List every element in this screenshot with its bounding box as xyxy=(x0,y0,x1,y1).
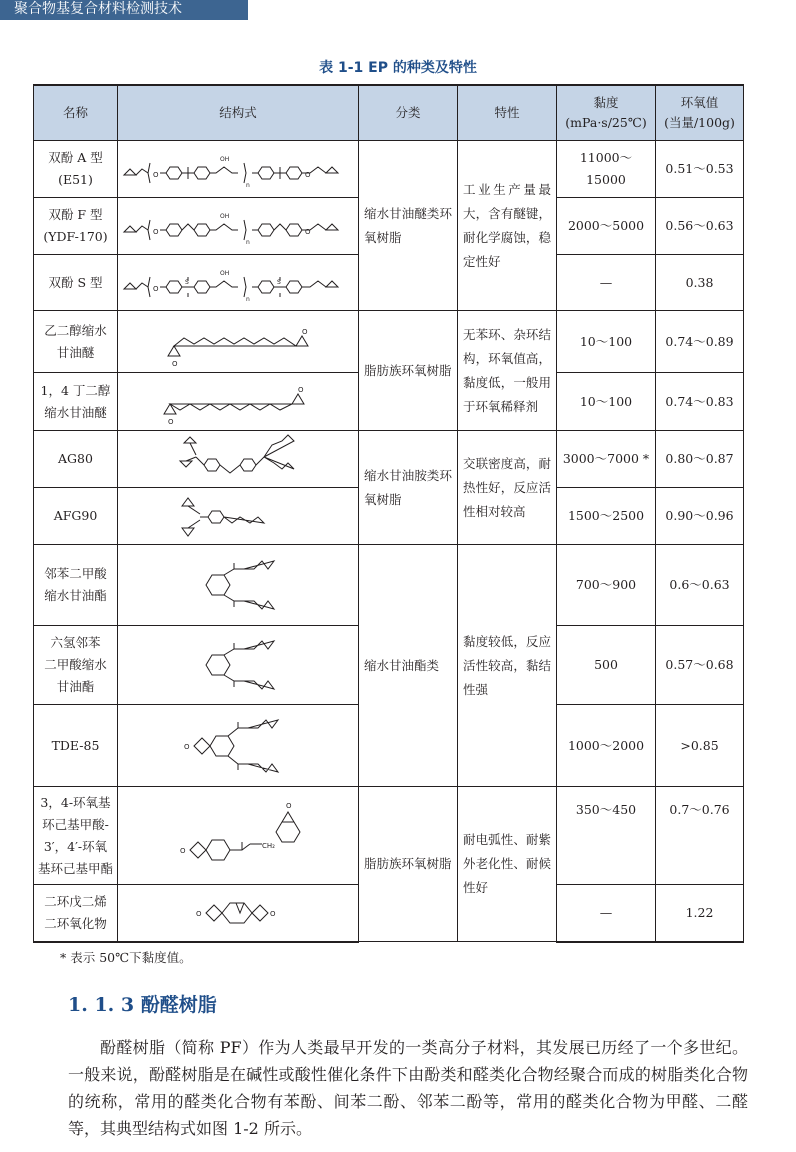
viscosity-value: 10～100 xyxy=(557,311,656,373)
property-cell: 工业生产量最大，含有醚键，耐化学腐蚀，稳定性好 xyxy=(458,141,557,311)
svg-text:OH: OH xyxy=(220,213,230,220)
svg-text:OH: OH xyxy=(220,156,230,163)
structure-formula xyxy=(118,885,359,942)
header-epoxy-value xyxy=(656,85,744,141)
resin-name: 双酚 S 型 xyxy=(34,255,118,311)
resin-name: 六氢邻苯 二甲酸缩水 甘油酯 xyxy=(34,626,118,705)
resin-name: AFG90 xyxy=(34,488,118,545)
svg-text:O: O xyxy=(153,228,159,236)
table-row xyxy=(34,545,744,626)
property-cell: 耐电弧性、耐紫外老化性、耐候性好 xyxy=(458,787,557,942)
svg-text:O: O xyxy=(302,327,308,336)
afg90-structure xyxy=(120,490,356,542)
bisphenol-f-structure xyxy=(120,206,356,246)
resin-name: AG80 xyxy=(34,431,118,488)
svg-text:OH: OH xyxy=(220,269,230,277)
svg-text:O: O xyxy=(180,846,186,855)
table-row xyxy=(34,311,744,373)
header-viscosity-title: 黏度 xyxy=(593,95,619,110)
svg-text:O: O xyxy=(305,171,311,179)
viscosity-value: 10～100 xyxy=(557,373,656,431)
resin-name: 双酚 F 型 (YDF-170) xyxy=(34,198,118,255)
epoxy-value: 0.6～0.63 xyxy=(656,545,744,626)
property-cell: 无苯环、杂环结构，环氧值高，黏度低，一般用于环氧稀释剂 xyxy=(458,311,557,431)
structure-formula xyxy=(118,255,359,311)
svg-text:n: n xyxy=(246,295,250,303)
viscosity-value: 350～450 xyxy=(557,787,656,885)
header-epoxy-title: 环氧值 xyxy=(680,95,719,110)
viscosity-value: 2000～5000 xyxy=(557,198,656,255)
section-heading: 1. 1. 3 酚醛树脂 xyxy=(68,994,217,1016)
category-cell: 脂肪族环氧树脂 xyxy=(359,787,458,942)
bisphenol-s-structure xyxy=(120,263,356,303)
category-cell: 缩水甘油醚类环氧树脂 xyxy=(359,141,458,311)
svg-text:O: O xyxy=(196,909,202,918)
page-header: 聚合物基复合材料检测技术 xyxy=(0,0,248,20)
epoxy-value: 0.51～0.53 xyxy=(656,141,744,198)
structure-formula xyxy=(118,626,359,705)
svg-text:S: S xyxy=(185,278,189,286)
svg-text:O: O xyxy=(305,228,311,236)
header-structure: 结构式 xyxy=(118,85,359,141)
header-category: 分类 xyxy=(359,85,458,141)
svg-text:O: O xyxy=(286,801,292,810)
structure-formula xyxy=(118,198,359,255)
table-footnote: * 表示 50℃下黏度值。 xyxy=(60,950,192,965)
resin-name: 双酚 A 型 (E51) xyxy=(34,141,118,198)
table-caption: 表 1-1 EP 的种类及特性 xyxy=(319,60,477,76)
property-cell: 交联密度高，耐热性好，反应活性相对较高 xyxy=(458,431,557,545)
viscosity-value: 11000～15000 xyxy=(557,141,656,198)
epoxy-value: 0.74～0.83 xyxy=(656,373,744,431)
table-row xyxy=(34,431,744,488)
header-name: 名称 xyxy=(34,85,118,141)
header-viscosity xyxy=(557,85,656,141)
structure-formula xyxy=(118,787,359,885)
category-cell: 缩水甘油酯类 xyxy=(359,545,458,787)
header-property: 特性 xyxy=(458,85,557,141)
viscosity-value: 1000～2000 xyxy=(557,705,656,787)
svg-text:S: S xyxy=(277,278,281,286)
structure-formula xyxy=(118,431,359,488)
structure-formula xyxy=(118,545,359,626)
butanediol-diglycidyl-ether-structure xyxy=(120,378,356,426)
svg-text:O: O xyxy=(153,171,159,179)
svg-text:O: O xyxy=(270,909,276,918)
ag80-structure xyxy=(120,433,356,485)
bisphenol-a-structure xyxy=(120,149,356,189)
structure-formula xyxy=(118,311,359,373)
property-cell: 黏度较低，反应活性较高，黏结性强 xyxy=(458,545,557,787)
structure-formula xyxy=(118,373,359,431)
cycloaliphatic-epoxy-structure xyxy=(120,792,356,880)
svg-text:O: O xyxy=(172,359,178,368)
epoxy-value: 0.7～0.76 xyxy=(656,787,744,885)
viscosity-value: 700～900 xyxy=(557,545,656,626)
viscosity-value: — xyxy=(557,255,656,311)
resin-name: 3，4-环氧基 环己基甲酸- 3′，4′-环氧 基环己基甲酯 xyxy=(34,787,118,885)
dicyclopentadiene-dioxide-structure xyxy=(120,889,356,937)
svg-text:O: O xyxy=(168,417,174,426)
viscosity-value: — xyxy=(557,885,656,942)
epoxy-value: 0.57～0.68 xyxy=(656,626,744,705)
svg-text:O: O xyxy=(298,385,304,394)
table-row xyxy=(34,787,744,885)
svg-text:n: n xyxy=(246,239,250,246)
epoxy-value: 0.38 xyxy=(656,255,744,311)
resin-name: 邻苯二甲酸 缩水甘油酯 xyxy=(34,545,118,626)
resin-name: 二环戊二烯 二环氧化物 xyxy=(34,885,118,942)
table-row xyxy=(34,141,744,198)
svg-text:O: O xyxy=(153,284,159,293)
viscosity-value: 1500～2500 xyxy=(557,488,656,545)
structure-formula xyxy=(118,705,359,787)
tde85-structure xyxy=(120,709,356,783)
body-paragraph: 酚醛树脂（简称 PF）作为人类最早开发的一类高分子材料，其发展已历经了一个多世纪。一般来说，酚醛树脂是在碱性或酸性催化条件下由酚类和醛类化合物经聚合而成的树脂类化合物的统称，常用的醛类化合物有苯酚、间苯二酚、邻苯二酚等，常用的醛类化合物为甲醛、二醛等，其典型结构式如图 1-2 所示。 xyxy=(68,1038,748,1138)
resin-name: 乙二醇缩水 甘油醚 xyxy=(34,311,118,373)
epoxy-value: 0.74～0.89 xyxy=(656,311,744,373)
epoxy-value: >0.85 xyxy=(656,705,744,787)
structure-formula xyxy=(118,141,359,198)
hexahydrophthalate-structure xyxy=(120,629,356,701)
resin-name: TDE-85 xyxy=(34,705,118,787)
viscosity-value: 3000～7000 * xyxy=(557,431,656,488)
svg-text:CH₂: CH₂ xyxy=(262,841,275,850)
epoxy-value: 0.90～0.96 xyxy=(656,488,744,545)
viscosity-value: 500 xyxy=(557,626,656,705)
epoxy-value: 0.80～0.87 xyxy=(656,431,744,488)
svg-text:n: n xyxy=(246,182,250,189)
ethylene-glycol-diglycidyl-ether-structure xyxy=(120,316,356,368)
diglycidyl-phthalate-structure xyxy=(120,549,356,621)
epoxy-value: 1.22 xyxy=(656,885,744,942)
resin-name: 1，4 丁二醇 缩水甘油醚 xyxy=(34,373,118,431)
structure-formula xyxy=(118,488,359,545)
svg-text:O: O xyxy=(184,742,190,751)
category-cell: 脂肪族环氧树脂 xyxy=(359,311,458,431)
category-cell: 缩水甘油胺类环氧树脂 xyxy=(359,431,458,545)
header-viscosity-unit: (mPa·s/25℃) xyxy=(565,115,647,130)
epoxy-value: 0.56～0.63 xyxy=(656,198,744,255)
header-epoxy-unit: (当量/100g) xyxy=(664,115,735,130)
epoxy-types-table xyxy=(33,84,744,943)
